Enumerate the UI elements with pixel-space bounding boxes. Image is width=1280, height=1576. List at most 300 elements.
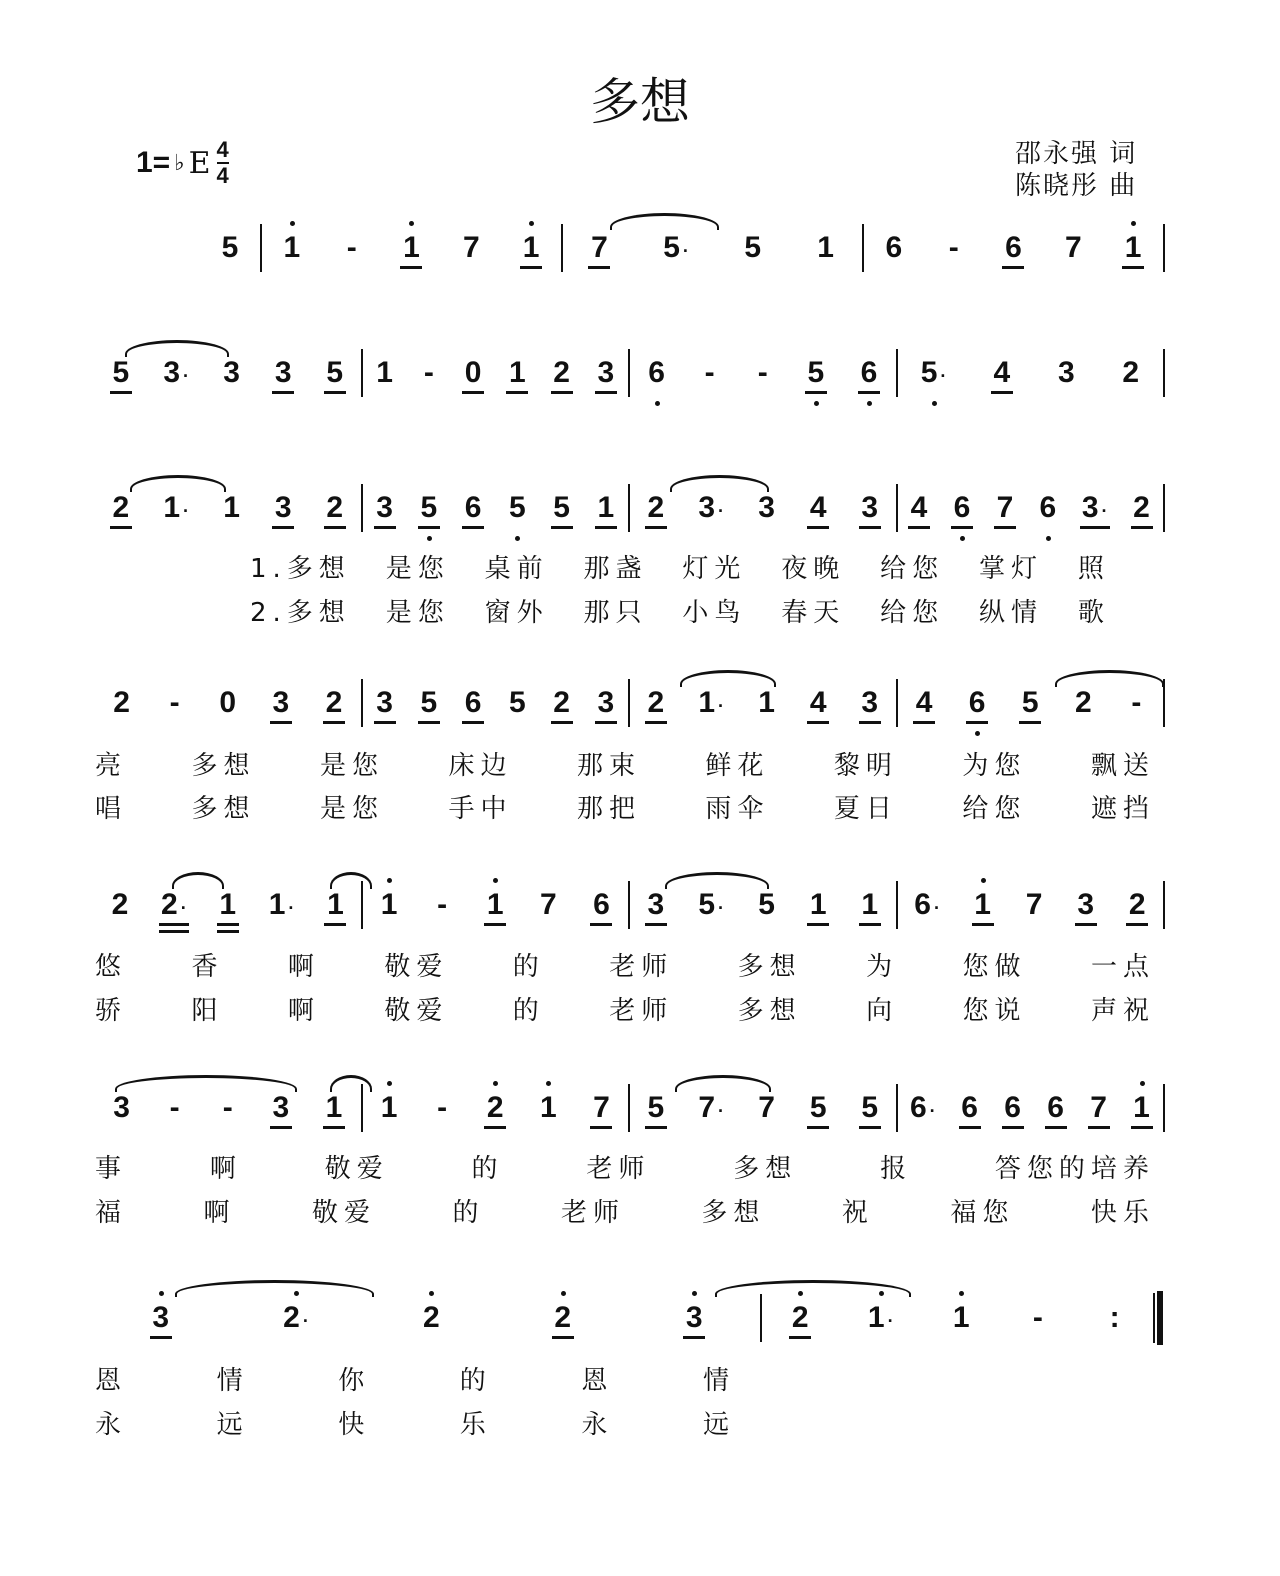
note	[150, 1301, 172, 1335]
high-octave-dot	[159, 1291, 164, 1296]
note-digit: 2	[1133, 491, 1150, 524]
note-digit: 2	[326, 491, 344, 524]
lyrics-line	[95, 745, 1155, 782]
dash-extension	[1125, 686, 1147, 720]
low-octave-dot	[655, 401, 660, 406]
lyric-word: 远	[216, 1410, 249, 1440]
note	[859, 1091, 881, 1125]
lyric-word: 歌	[1077, 598, 1110, 628]
dot: ·	[933, 898, 940, 918]
note	[324, 356, 346, 390]
note	[807, 1091, 829, 1125]
note-digit: 6	[464, 686, 482, 719]
note-digit: -	[757, 356, 768, 389]
note	[270, 1091, 292, 1125]
lyric-word: 啊	[287, 996, 320, 1026]
note	[756, 1091, 778, 1125]
barline	[1163, 881, 1165, 929]
note-digit: 6	[953, 491, 971, 524]
note	[460, 231, 482, 265]
note-digit: 5	[553, 491, 570, 524]
note-digit: -	[704, 356, 715, 389]
time-bottom: 4	[216, 163, 229, 188]
note-digit: 1	[219, 888, 237, 921]
note	[966, 686, 988, 720]
note	[267, 888, 297, 922]
lyric-word: 你	[338, 1366, 371, 1396]
lyric-word: 福您	[950, 1198, 1015, 1228]
note-digit: 3	[274, 356, 292, 389]
barline	[1163, 224, 1165, 272]
dash-extension	[431, 888, 453, 922]
note	[281, 1301, 311, 1335]
dash-extension	[164, 1091, 186, 1125]
note	[645, 888, 667, 922]
lyric-word: 永	[95, 1410, 128, 1440]
note	[595, 686, 617, 720]
notation-row	[95, 875, 1165, 935]
note-digit: 6	[1039, 491, 1057, 524]
note	[807, 888, 829, 922]
time-top: 4	[216, 137, 229, 162]
note-digit: -	[1131, 686, 1142, 719]
lyric-word: 小鸟	[682, 598, 747, 628]
note	[950, 1301, 972, 1335]
lyrics-line	[95, 946, 1155, 983]
dot: ·	[718, 501, 725, 521]
note-digit: -	[948, 231, 959, 264]
note	[756, 686, 778, 720]
slur-tie	[610, 213, 719, 230]
lyric-word: 多想	[733, 1154, 798, 1184]
barline	[1153, 1293, 1155, 1343]
note	[912, 888, 942, 922]
lyrics-line	[95, 788, 1155, 825]
lyric-word: 纵情	[979, 598, 1044, 628]
high-octave-dot	[493, 1081, 498, 1086]
note	[1023, 888, 1045, 922]
note	[217, 686, 239, 720]
note	[323, 686, 345, 720]
dash-extension	[217, 1091, 239, 1125]
note	[484, 1091, 506, 1125]
lyric-word: 雨伞	[705, 794, 770, 824]
note	[374, 491, 396, 525]
lyric-word: 多想	[191, 794, 256, 824]
note	[400, 231, 422, 265]
note	[913, 686, 935, 720]
lyric-word: 那盏	[583, 554, 648, 584]
note-digit: 7	[591, 231, 608, 264]
high-octave-dot	[981, 878, 986, 883]
note-digit: 3	[1077, 888, 1094, 921]
note	[696, 686, 726, 720]
note-digit: 6	[909, 1091, 927, 1124]
note	[1002, 1091, 1024, 1125]
note-digit: 1	[223, 491, 240, 524]
low-octave-dot	[515, 536, 520, 541]
song-title: 多想	[590, 73, 690, 131]
lyric-word: 是您	[319, 794, 384, 824]
lyric-word: 那只	[583, 598, 648, 628]
lyric-word: 事	[95, 1154, 128, 1184]
note-digit: -	[437, 888, 448, 921]
note	[683, 1301, 705, 1335]
note-digit: 4	[809, 491, 827, 524]
note	[1120, 356, 1142, 390]
lyric-word: 恩	[581, 1366, 614, 1396]
note	[462, 686, 484, 720]
lyric-word: 祝	[841, 1198, 874, 1228]
note-digit: 2	[553, 356, 570, 389]
note	[1131, 491, 1153, 525]
note-digit: 1	[376, 356, 393, 389]
note-digit: 6	[464, 491, 482, 524]
note-digit: 3	[113, 1091, 130, 1124]
note-digit: -	[437, 1091, 448, 1124]
note-digit: 5	[744, 231, 762, 264]
note-digit: 6	[961, 1091, 978, 1124]
note-digit: 1	[268, 888, 286, 921]
high-octave-dot	[290, 221, 295, 226]
lyric-word: 掌灯	[979, 554, 1044, 584]
lyrics-line	[95, 1360, 735, 1397]
note-digit: 6	[593, 888, 610, 921]
note-digit: 5	[420, 686, 438, 719]
notation-row	[95, 1288, 1155, 1348]
lyric-word: 那束	[576, 751, 641, 781]
note-digit: 2	[647, 491, 665, 524]
note-digit: 5	[509, 491, 526, 524]
note	[109, 888, 131, 922]
lyric-word: 1.多想	[250, 554, 351, 584]
dash-extension	[431, 1091, 453, 1125]
note-digit: 5	[861, 1091, 879, 1124]
note-digit: 4	[809, 686, 827, 719]
note-digit: 3	[272, 1091, 290, 1124]
note-digit: 7	[996, 491, 1014, 524]
lyric-word: 阳	[191, 996, 224, 1026]
note-digit: 4	[915, 686, 933, 719]
lyric-word: 快	[338, 1410, 371, 1440]
note-digit: 1	[597, 491, 615, 524]
note	[378, 888, 400, 922]
lyric-word: 悠	[95, 952, 128, 982]
note	[378, 1091, 400, 1125]
notation-row	[95, 478, 1165, 538]
note-digit: 5	[221, 231, 239, 264]
dot: ·	[682, 241, 689, 261]
note	[270, 686, 292, 720]
dot: ·	[302, 1311, 309, 1331]
note-digit: 1	[867, 1301, 885, 1334]
high-octave-dot	[561, 1291, 566, 1296]
note-digit: 6	[1005, 231, 1022, 264]
note-digit: 3	[698, 491, 716, 524]
high-octave-dot	[529, 221, 534, 226]
dot: ·	[1101, 501, 1108, 521]
note	[161, 356, 191, 390]
note	[418, 491, 440, 525]
dash-extension	[943, 231, 965, 265]
note	[994, 491, 1016, 525]
note	[661, 231, 691, 265]
note-digit: 5	[326, 356, 344, 389]
note-digit: 6	[1047, 1091, 1064, 1124]
note-digit: 5	[807, 356, 825, 389]
note-digit: -	[169, 686, 180, 719]
note-digit: 4	[910, 491, 928, 524]
note-digit: 6	[968, 686, 986, 719]
note-digit: 5	[809, 1091, 827, 1124]
dot: ·	[887, 1311, 894, 1331]
lyric-word: 照	[1077, 554, 1110, 584]
note-digit: 7	[462, 231, 480, 264]
high-octave-dot	[429, 1291, 434, 1296]
lyrics-line	[250, 592, 1110, 629]
note-digit: 3	[274, 491, 292, 524]
note	[551, 491, 573, 525]
note-digit: 3	[647, 888, 665, 921]
lyric-word: 多想	[701, 1198, 766, 1228]
lyric-word: 情	[216, 1366, 249, 1396]
barline	[1163, 484, 1165, 532]
note	[1080, 491, 1110, 525]
note-digit: 6	[885, 231, 903, 264]
barline	[1163, 1084, 1165, 1132]
lyric-word: 给您	[880, 554, 945, 584]
lyric-word: 春天	[781, 598, 846, 628]
note-digit: 2	[325, 686, 343, 719]
note-digit: 2	[422, 1301, 440, 1334]
lyric-word: 的	[512, 952, 545, 982]
note	[805, 356, 827, 390]
note	[588, 231, 610, 265]
dash-extension	[699, 356, 721, 390]
lyric-word: 啊	[287, 952, 320, 982]
note-digit: 1	[325, 1091, 343, 1124]
note	[272, 356, 294, 390]
note	[645, 686, 667, 720]
lyric-word: 窗外	[484, 598, 549, 628]
note-digit: 3	[223, 356, 240, 389]
note-digit: 5	[1021, 686, 1039, 719]
key-note: E	[188, 145, 211, 181]
note-digit: 3	[758, 491, 775, 524]
note	[1045, 1091, 1067, 1125]
note	[551, 356, 573, 390]
note	[537, 1091, 559, 1125]
note	[506, 491, 528, 525]
note-digit: 2	[553, 686, 570, 719]
note-digit: 7	[1090, 1091, 1107, 1124]
key-signature	[136, 138, 229, 188]
note	[520, 231, 542, 265]
dash-extension	[164, 686, 186, 720]
low-octave-dot	[814, 401, 819, 406]
note-digit: 1	[380, 888, 398, 921]
note-digit: 1	[698, 686, 716, 719]
note-digit: -	[222, 1091, 233, 1124]
note-digit: :	[1109, 1301, 1120, 1334]
lyric-word: 老师	[609, 996, 674, 1026]
slur-tie	[175, 1280, 374, 1297]
note	[859, 888, 881, 922]
note	[1126, 888, 1148, 922]
note	[1037, 491, 1059, 525]
note	[462, 356, 484, 390]
dash-extension	[418, 356, 440, 390]
lyric-word: 多想	[737, 996, 802, 1026]
lyric-word: 敬爱	[311, 1198, 376, 1228]
note	[1075, 888, 1097, 922]
lyric-word: 多想	[191, 751, 256, 781]
lyric-word: 答您的培养	[994, 1154, 1155, 1184]
lyrics-line	[95, 1404, 735, 1441]
note	[742, 231, 764, 265]
lyric-word: 那把	[576, 794, 641, 824]
note	[1122, 231, 1144, 265]
note	[590, 1091, 612, 1125]
dot: ·	[718, 1101, 725, 1121]
low-octave-dot	[960, 536, 965, 541]
high-octave-dot	[1131, 221, 1136, 226]
note	[552, 1301, 574, 1335]
note-digit: -	[346, 231, 357, 264]
note	[551, 686, 573, 720]
dot: ·	[929, 1101, 936, 1121]
note-digit: 5	[663, 231, 680, 264]
note-digit: 3	[1081, 491, 1099, 524]
slur-tie	[715, 1280, 911, 1297]
lyric-word: 恩	[95, 1366, 128, 1396]
key-prefix: 1=	[136, 146, 171, 179]
note-digit: -	[169, 1091, 180, 1124]
note-digit: -	[1032, 1301, 1043, 1334]
lyric-word: 老师	[560, 1198, 625, 1228]
high-octave-dot	[493, 878, 498, 883]
lyric-word: 福	[95, 1198, 128, 1228]
note	[807, 686, 829, 720]
note-digit: 1	[539, 1091, 557, 1124]
lyric-word: 给您	[880, 598, 945, 628]
note-digit: 4	[993, 356, 1011, 389]
lyric-word: 报	[880, 1154, 913, 1184]
note-digit: 1	[486, 888, 504, 921]
lyric-word: 的	[459, 1366, 492, 1396]
note-digit: -	[423, 356, 434, 389]
lyric-word: 亮	[95, 751, 128, 781]
lyrics-line	[95, 990, 1155, 1027]
dash-extension	[341, 231, 363, 265]
lyric-word: 桌前	[484, 554, 549, 584]
lyric-word: 手中	[448, 794, 513, 824]
note-digit: 2	[1074, 686, 1092, 719]
note-digit: 1	[1133, 1091, 1150, 1124]
note-digit: 1	[817, 231, 834, 264]
lyric-word: 多想	[737, 952, 802, 982]
note	[420, 1301, 442, 1335]
note	[866, 1301, 896, 1335]
note-digit: 6	[914, 888, 931, 921]
note	[789, 1301, 811, 1335]
lyric-word: 飘送	[1090, 751, 1155, 781]
lyric-word: 的	[512, 996, 545, 1026]
note-digit: 6	[860, 356, 878, 389]
note-digit: 7	[593, 1091, 610, 1124]
note-digit: 2	[791, 1301, 809, 1334]
lyricist: 邵永强 词	[1015, 139, 1138, 169]
lyric-word: 骄	[95, 996, 128, 1026]
lyric-word: 远	[702, 1410, 735, 1440]
note	[506, 356, 528, 390]
note-digit: 1	[327, 888, 344, 921]
note	[161, 491, 191, 525]
high-octave-dot	[1140, 1081, 1145, 1086]
note-digit: 0	[219, 686, 237, 719]
note	[645, 491, 667, 525]
note	[537, 888, 559, 922]
lyric-word: 啊	[203, 1198, 236, 1228]
time-signature	[217, 138, 229, 188]
note-digit: 7	[1064, 231, 1082, 264]
note-digit: 6	[1004, 1091, 1021, 1124]
note	[756, 888, 778, 922]
note	[221, 356, 243, 390]
lyric-word: 2.多想	[250, 598, 351, 628]
note	[646, 356, 668, 390]
note-digit: 3	[861, 491, 879, 524]
dot: ·	[718, 898, 725, 918]
lyric-word: 乐	[459, 1410, 492, 1440]
note	[908, 491, 930, 525]
note	[110, 356, 132, 390]
high-octave-dot	[959, 1291, 964, 1296]
note	[374, 686, 396, 720]
lyrics-line	[95, 1192, 1155, 1229]
note	[696, 491, 726, 525]
note-digit: 1	[758, 686, 775, 719]
composer: 陈晓彤 曲	[1015, 171, 1138, 201]
dot: ·	[180, 898, 187, 918]
note-digit: 2	[486, 1091, 504, 1124]
note	[1072, 686, 1094, 720]
note	[111, 686, 133, 720]
note-digit: 5	[647, 1091, 665, 1124]
note-digit: 2	[113, 686, 130, 719]
note	[972, 888, 994, 922]
note-digit: 3	[685, 1301, 703, 1334]
note-digit: 2	[161, 888, 178, 921]
note	[1088, 1091, 1110, 1125]
lyric-word: 唱	[95, 794, 128, 824]
note-digit: 7	[758, 1091, 775, 1124]
note	[281, 231, 303, 265]
lyric-word: 遮挡	[1090, 794, 1155, 824]
note	[590, 888, 612, 922]
note	[1104, 1301, 1126, 1335]
dash-extension	[1027, 1301, 1049, 1335]
note-digit: 7	[698, 1091, 716, 1124]
note-digit: 1	[509, 356, 526, 389]
note	[506, 686, 528, 720]
lyric-word: 是您	[319, 751, 384, 781]
note	[815, 231, 837, 265]
note-digit: 1	[283, 231, 301, 264]
note-digit: 1	[522, 231, 540, 264]
note	[484, 888, 506, 922]
low-octave-dot	[867, 401, 872, 406]
